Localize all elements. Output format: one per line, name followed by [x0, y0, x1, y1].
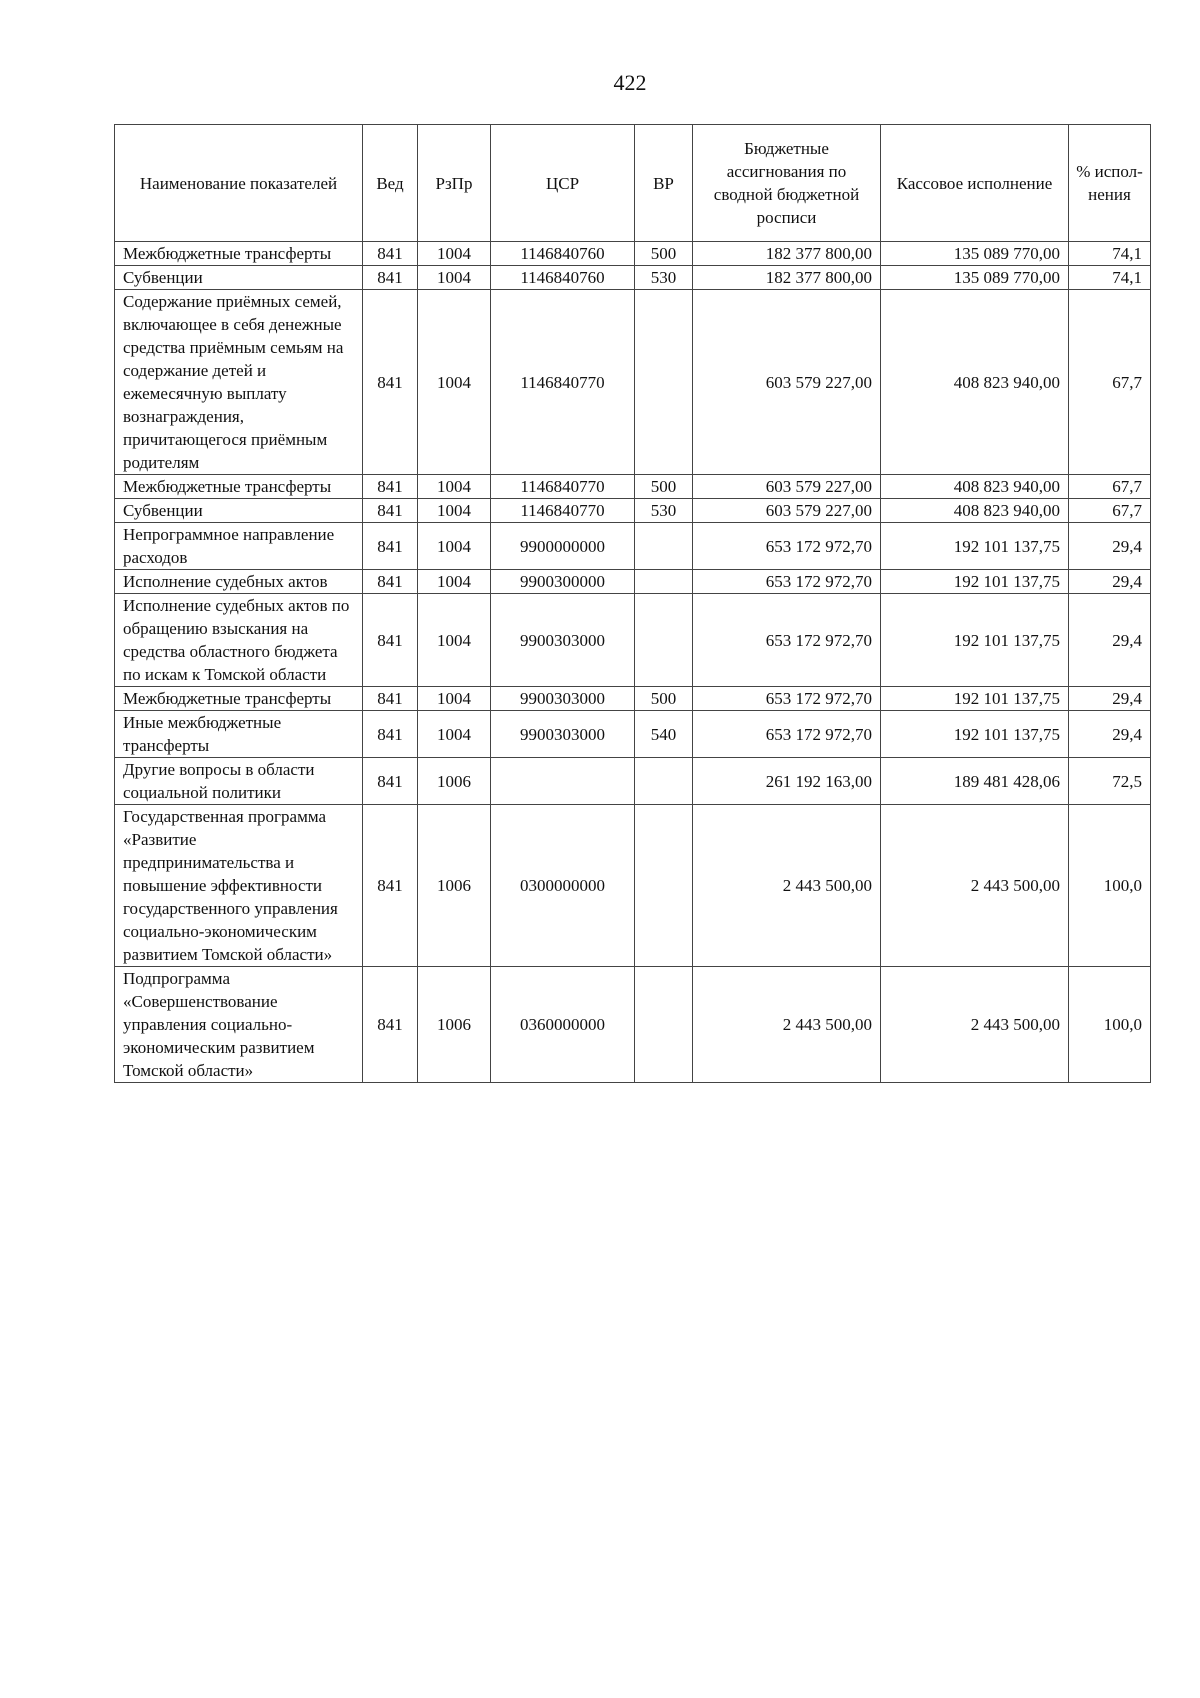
header-csr: ЦСР: [491, 125, 635, 242]
cell-percent: 67,7: [1069, 499, 1151, 523]
cell-csr: 9900303000: [491, 711, 635, 758]
cell-name: Исполнение судебных актов: [115, 570, 363, 594]
header-rzpr: РзПр: [418, 125, 491, 242]
cell-ved: 841: [363, 499, 418, 523]
cell-rzpr: 1004: [418, 499, 491, 523]
cell-ved: 841: [363, 570, 418, 594]
cell-budget: 653 172 972,70: [693, 523, 881, 570]
cell-budget: 653 172 972,70: [693, 687, 881, 711]
cell-name: Другие вопросы в области социальной политики: [115, 758, 363, 805]
cell-vr: [635, 570, 693, 594]
cell-csr: 9900303000: [491, 594, 635, 687]
cell-name: Подпрограмма «Совершенствование управления социально-экономическим развитием Томской области»: [115, 967, 363, 1083]
cell-budget: 182 377 800,00: [693, 242, 881, 266]
cell-rzpr: 1006: [418, 967, 491, 1083]
cell-vr: 540: [635, 711, 693, 758]
cell-vr: [635, 967, 693, 1083]
cell-cash: 192 101 137,75: [881, 570, 1069, 594]
cell-csr: 0300000000: [491, 805, 635, 967]
table-row: [115, 475, 1151, 499]
cell-name: Государственная программа «Развитие предпринимательства и повышение эффективности государственного управления социально-экономическим развитием Томской области»: [115, 805, 363, 967]
cell-budget: 653 172 972,70: [693, 570, 881, 594]
cell-budget: 603 579 227,00: [693, 475, 881, 499]
cell-vr: 500: [635, 475, 693, 499]
cell-budget: 653 172 972,70: [693, 594, 881, 687]
table-row: [115, 711, 1151, 758]
cell-percent: 67,7: [1069, 475, 1151, 499]
cell-ved: 841: [363, 266, 418, 290]
cell-vr: [635, 290, 693, 475]
cell-name: Межбюджетные трансферты: [115, 475, 363, 499]
header-percent: % испол- нения: [1069, 125, 1151, 242]
header-ved: Вед: [363, 125, 418, 242]
cell-cash: 192 101 137,75: [881, 687, 1069, 711]
cell-budget: 261 192 163,00: [693, 758, 881, 805]
cell-rzpr: 1004: [418, 711, 491, 758]
cell-vr: [635, 523, 693, 570]
cell-rzpr: 1004: [418, 290, 491, 475]
cell-percent: 100,0: [1069, 967, 1151, 1083]
cell-name: Субвенции: [115, 499, 363, 523]
cell-ved: 841: [363, 805, 418, 967]
table-row: [115, 594, 1151, 687]
cell-cash: 408 823 940,00: [881, 475, 1069, 499]
table-row: [115, 499, 1151, 523]
table-row: [115, 290, 1151, 475]
cell-percent: 74,1: [1069, 266, 1151, 290]
cell-percent: 29,4: [1069, 594, 1151, 687]
cell-cash: 135 089 770,00: [881, 242, 1069, 266]
cell-ved: 841: [363, 475, 418, 499]
cell-percent: 74,1: [1069, 242, 1151, 266]
header-budget: Бюджетные ассигнования по сводной бюджетной росписи: [693, 125, 881, 242]
cell-ved: 841: [363, 594, 418, 687]
cell-rzpr: 1004: [418, 475, 491, 499]
table-row: [115, 758, 1151, 805]
cell-percent: 100,0: [1069, 805, 1151, 967]
cell-cash: 192 101 137,75: [881, 523, 1069, 570]
cell-csr: 1146840770: [491, 290, 635, 475]
cell-vr: [635, 758, 693, 805]
cell-csr: 1146840770: [491, 475, 635, 499]
cell-ved: 841: [363, 523, 418, 570]
cell-cash: 2 443 500,00: [881, 967, 1069, 1083]
cell-csr: 9900303000: [491, 687, 635, 711]
cell-ved: 841: [363, 711, 418, 758]
cell-ved: 841: [363, 242, 418, 266]
cell-percent: 72,5: [1069, 758, 1151, 805]
cell-cash: 135 089 770,00: [881, 266, 1069, 290]
cell-rzpr: 1004: [418, 687, 491, 711]
table-row: [115, 266, 1151, 290]
cell-ved: 841: [363, 687, 418, 711]
header-name: Наименование показателей: [115, 125, 363, 242]
cell-name: Исполнение судебных актов по обращению взыскания на средства областного бюджета по искам к Томской области: [115, 594, 363, 687]
cell-vr: [635, 594, 693, 687]
cell-rzpr: 1006: [418, 805, 491, 967]
cell-rzpr: 1004: [418, 570, 491, 594]
cell-budget: 2 443 500,00: [693, 967, 881, 1083]
cell-rzpr: 1004: [418, 266, 491, 290]
cell-cash: 189 481 428,06: [881, 758, 1069, 805]
cell-percent: 67,7: [1069, 290, 1151, 475]
cell-vr: 530: [635, 266, 693, 290]
budget-execution-table: [114, 124, 1151, 1083]
cell-csr: [491, 758, 635, 805]
cell-ved: 841: [363, 290, 418, 475]
cell-rzpr: 1004: [418, 242, 491, 266]
cell-cash: 192 101 137,75: [881, 594, 1069, 687]
cell-csr: 1146840770: [491, 499, 635, 523]
table-row: [115, 242, 1151, 266]
table-header-row: [115, 125, 1151, 242]
page-number: 422: [613, 70, 647, 95]
cell-name: Иные межбюджетные трансферты: [115, 711, 363, 758]
cell-cash: 2 443 500,00: [881, 805, 1069, 967]
cell-budget: 603 579 227,00: [693, 499, 881, 523]
cell-csr: 9900000000: [491, 523, 635, 570]
cell-csr: 0360000000: [491, 967, 635, 1083]
table-row: [115, 570, 1151, 594]
cell-budget: 603 579 227,00: [693, 290, 881, 475]
table-row: [115, 805, 1151, 967]
cell-vr: [635, 805, 693, 967]
cell-budget: 182 377 800,00: [693, 266, 881, 290]
cell-csr: 9900300000: [491, 570, 635, 594]
cell-cash: 408 823 940,00: [881, 290, 1069, 475]
cell-name: Межбюджетные трансферты: [115, 687, 363, 711]
cell-budget: 653 172 972,70: [693, 711, 881, 758]
cell-vr: 530: [635, 499, 693, 523]
cell-ved: 841: [363, 967, 418, 1083]
cell-rzpr: 1004: [418, 594, 491, 687]
cell-percent: 29,4: [1069, 523, 1151, 570]
table-row: [115, 687, 1151, 711]
cell-rzpr: 1004: [418, 523, 491, 570]
cell-name: Субвенции: [115, 266, 363, 290]
cell-budget: 2 443 500,00: [693, 805, 881, 967]
header-vr: ВР: [635, 125, 693, 242]
table-row: [115, 967, 1151, 1083]
cell-percent: 29,4: [1069, 570, 1151, 594]
cell-cash: 192 101 137,75: [881, 711, 1069, 758]
cell-csr: 1146840760: [491, 242, 635, 266]
cell-rzpr: 1006: [418, 758, 491, 805]
cell-name: Межбюджетные трансферты: [115, 242, 363, 266]
cell-percent: 29,4: [1069, 711, 1151, 758]
cell-csr: 1146840760: [491, 266, 635, 290]
cell-vr: 500: [635, 242, 693, 266]
cell-ved: 841: [363, 758, 418, 805]
cell-percent: 29,4: [1069, 687, 1151, 711]
cell-name: Непрограммное направление расходов: [115, 523, 363, 570]
header-cash: Кассовое исполнение: [881, 125, 1069, 242]
cell-cash: 408 823 940,00: [881, 499, 1069, 523]
table-row: [115, 523, 1151, 570]
cell-name: Содержание приёмных семей, включающее в себя денежные средства приёмным семьям на содержание детей и ежемесячную выплату вознаграждения, причитающегося приёмным родителям: [115, 290, 363, 475]
cell-vr: 500: [635, 687, 693, 711]
